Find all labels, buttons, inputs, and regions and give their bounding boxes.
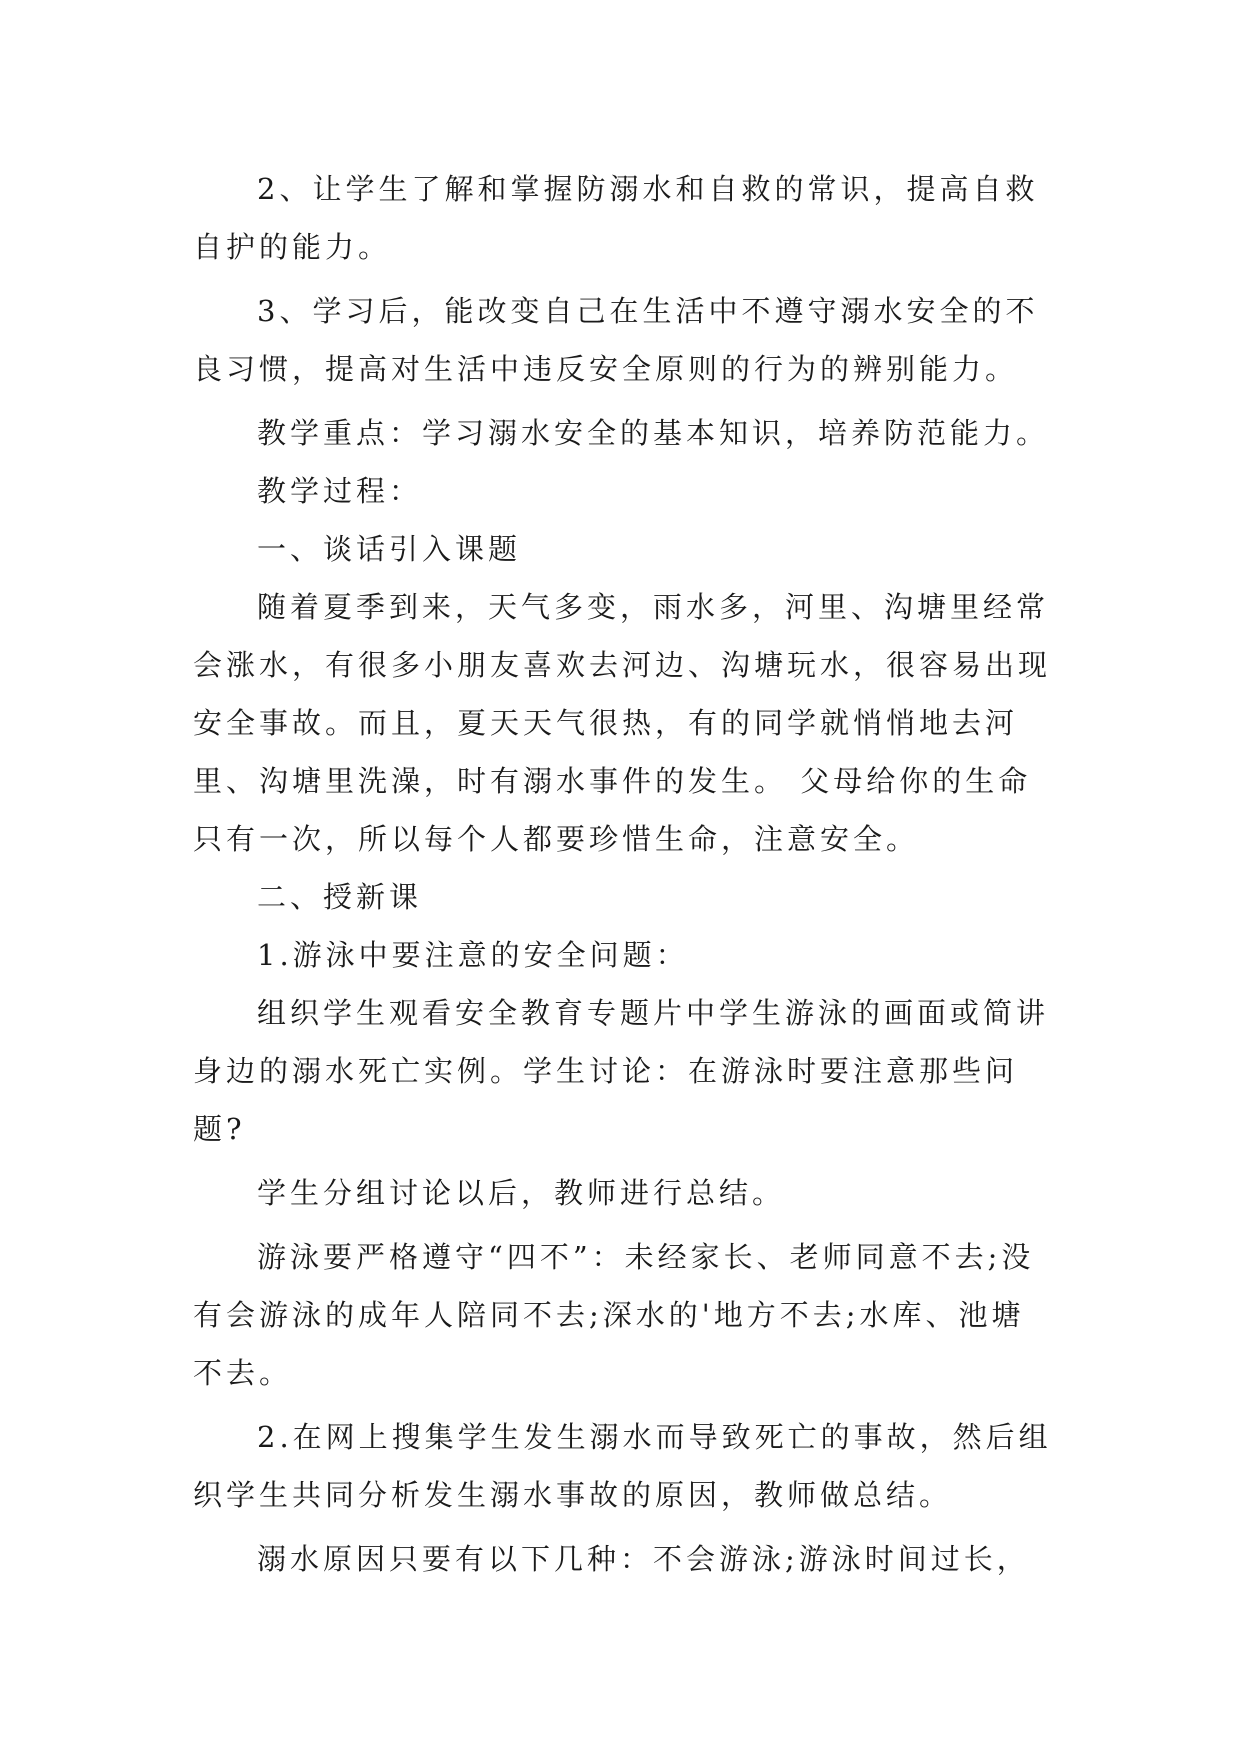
paragraph-teaching-process: 教学过程： (257, 474, 423, 508)
paragraph-teaching-focus: 教学重点：学习溺水安全的基本知识，培养防范能力。 (257, 416, 1050, 450)
paragraph-introduction: 随着夏季到来，天气多变，雨水多，河里、沟塘里经常会涨水，有很多小朋友喜欢去河边、沟塘玩水，很容易出现安全事故。而且，夏天天气很热，有的同学就悄悄地去河里、沟塘里洗澡，时有溺水事件的发生。 父母给你的生命只有一次，所以每个人都要珍惜生命，注意安全。 (193, 590, 1052, 856)
paragraph-online-search: 2.在网上搜集学生发生溺水而导致死亡的事故，然后组织学生共同分析发生溺水事故的原因，教师做总结。 (193, 1420, 1052, 1512)
paragraph-video-discussion: 组织学生观看安全教育专题片中学生游泳的画面或简讲身边的溺水死亡实例。学生讨论：在游泳时要注意那些问题? (193, 996, 1050, 1146)
subheading-swimming-safety: 1.游泳中要注意的安全问题： (257, 938, 689, 972)
document-body (193, 160, 1053, 1588)
heading-section-2: 二、授新课 (257, 880, 423, 914)
paragraph-objective-3: 3、学习后，能改变自己在生活中不遵守溺水安全的不良习惯，提高对生活中违反安全原则的行为的辨别能力。 (193, 294, 1039, 386)
paragraph-four-rules: 游泳要严格遵守“四不”：未经家长、老师同意不去;没有会游泳的成年人陪同不去;深水的'地方不去;水库、池塘不去。 (193, 1240, 1035, 1390)
paragraph-summary: 学生分组讨论以后，教师进行总结。 (257, 1176, 786, 1210)
paragraph-objective-2: 2、让学生了解和掌握防溺水和自救的常识，提高自救自护的能力。 (193, 172, 1039, 264)
paragraph-drowning-causes: 溺水原因只要有以下几种：不会游泳;游泳时间过长， (257, 1542, 1030, 1576)
heading-section-1: 一、谈话引入课题 (257, 532, 522, 566)
